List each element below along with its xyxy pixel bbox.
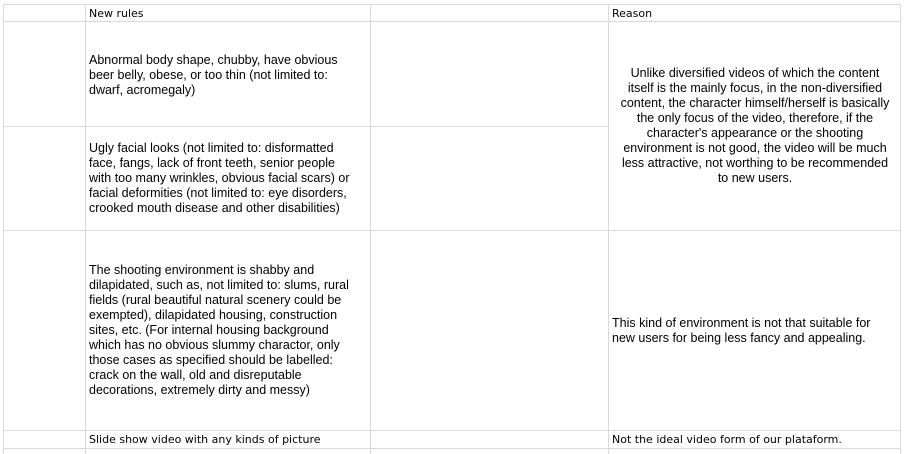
grid-line: [3, 126, 609, 127]
rule-text: Ugly facial looks (not limited to: disformatted face, fangs, lack of front teeth, senior people with too many wrinkles, obvious facial scars) or facial deformities (not limited to: eye disorders, crooked mouth disease and other disabilities): [89, 141, 350, 215]
grid-line: [85, 4, 86, 454]
column-header-reason: Reason: [612, 7, 653, 20]
reason-text: Unlike diversified videos of which the content itself is the mainly focus, in the non-diversified content, the character himself/herself is basically the only focus of the video, therefore, if the character's appearance or the shooting environment is not good, the video will be much less attractive, not worthing to be recommended to new users.: [620, 66, 890, 185]
grid-line: [3, 4, 901, 5]
grid-line: [3, 430, 901, 431]
rule-text: Slide show video with any kinds of picture: [89, 433, 321, 446]
rule-text: The shooting environment is shabby and dilapidated, such as, not limited to: slums, rural fields (rural beautiful natural scenery could be exempted), dilapidated housing, construction sites, etc. (For internal housing background which has no obvious slummy charactor, only those cases as specified should be labelled: crack on the wall, old and disreputable decorations, extremely dirty and messy): [89, 263, 349, 397]
grid-line: [3, 448, 901, 449]
grid-line: [900, 4, 901, 454]
grid-line: [3, 230, 901, 231]
column-header-rules: New rules: [89, 7, 144, 20]
grid-line: [370, 4, 371, 454]
grid-line: [608, 4, 609, 454]
reason-text: This kind of environment is not that suitable for new users for being less fancy and appealing.: [612, 316, 871, 345]
grid-line: [3, 21, 901, 22]
grid-line: [3, 4, 4, 454]
reason-text: Not the ideal video form of our plataform.: [612, 433, 842, 446]
rule-text: Abnormal body shape, chubby, have obvious beer belly, obese, or too thin (not limited to: dwarf, acromegaly): [89, 53, 338, 97]
